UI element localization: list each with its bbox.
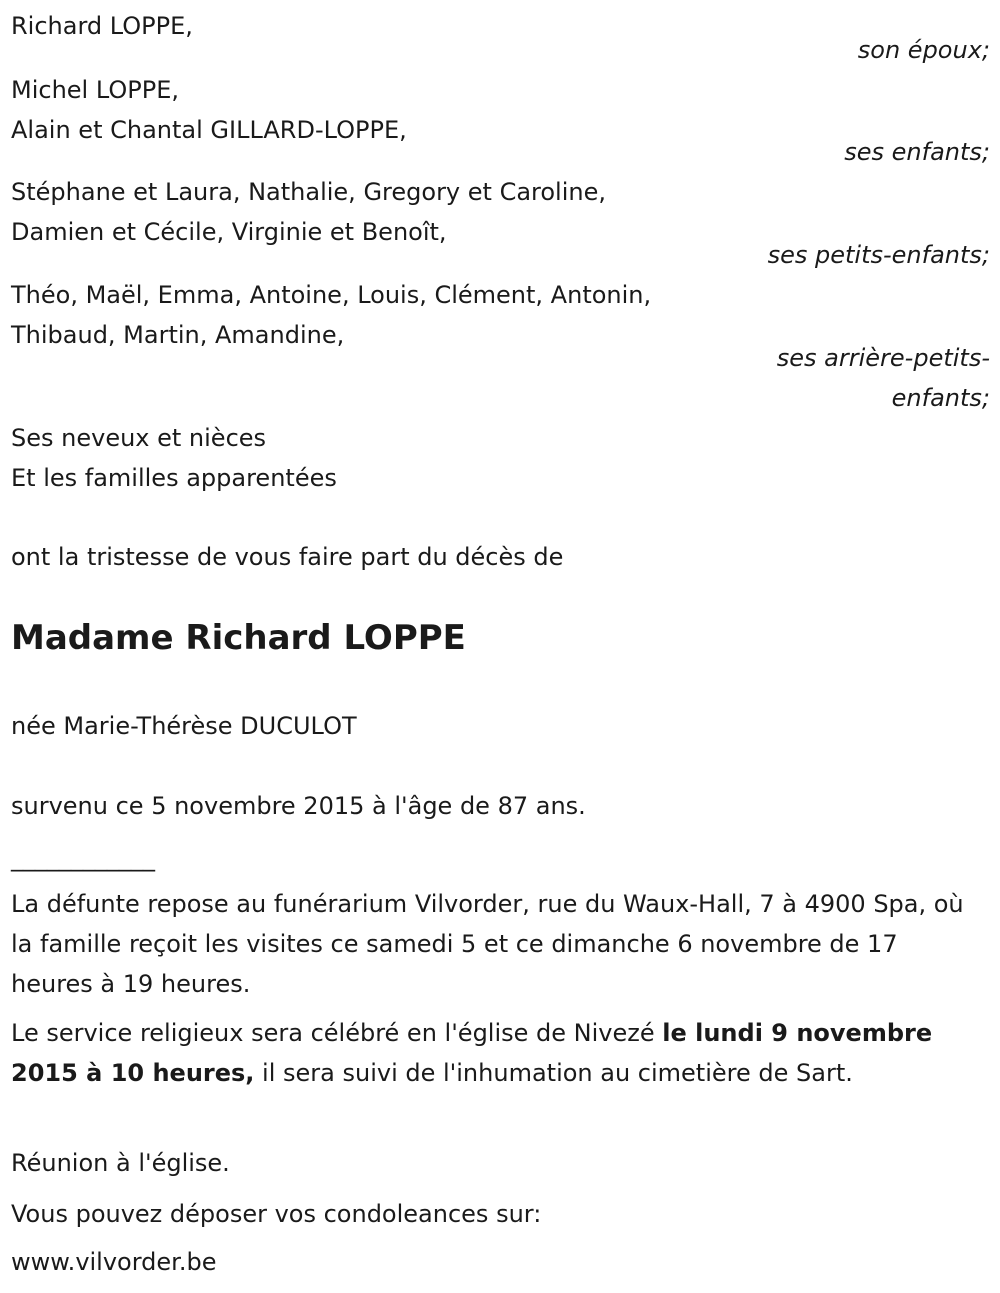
other-relatives-block [11, 418, 990, 498]
children-role: ses enfants; [844, 138, 990, 166]
separator-block [11, 838, 990, 878]
great-grandchild-line: Thibaud, Martin, Amandine, [11, 321, 345, 349]
reunion-block [11, 1143, 990, 1183]
great-grandchildren-role-block [11, 338, 990, 418]
announcement-intro: ont la tristesse de vous faire part du décès de [11, 543, 564, 571]
spouse-role-block [11, 30, 990, 70]
nephews-nieces: Ses neveux et nièces [11, 424, 267, 452]
service-date-time: le lundi 9 novembre 2015 à 10 heures, [11, 1019, 933, 1087]
related-families: Et les familles apparentées [11, 464, 337, 492]
death-info-block [11, 786, 990, 826]
website-link[interactable]: www.vilvorder.be [11, 1248, 217, 1276]
repose-paragraph: La défunte repose au funérarium Vilvorder, rue du Waux-Hall, 7 à 4900 Spa, où la famille reçoit les visites ce samedi 5 et ce dimanche 6 novembre de 17 heures à 19 heures. [11, 890, 964, 998]
great-grandchildren-role-line-1: ses arrière-petits- [776, 344, 990, 372]
service-block [11, 1013, 990, 1093]
grandchildren-role-block [11, 235, 990, 275]
spouse-role: son époux; [857, 36, 990, 64]
intro-block [11, 537, 990, 577]
reunion-text: Réunion à l'église. [11, 1149, 230, 1177]
grandchild-line: Damien et Cécile, Virginie et Benoît, [11, 218, 447, 246]
maiden-name: née Marie-Thérèse DUCULOT [11, 712, 357, 740]
condolences-text: Vous pouvez déposer vos condoleances sur: [11, 1200, 542, 1228]
condolences-block [11, 1194, 990, 1234]
great-grandchildren-role-line-2: enfants; [891, 384, 990, 412]
great-grandchild-line: Théo, Maël, Emma, Antoine, Louis, Clément, Antonin, [11, 281, 652, 309]
grandchildren-role: ses petits-enfants; [767, 241, 990, 269]
death-info: survenu ce 5 novembre 2015 à l'âge de 87 ans. [11, 792, 586, 820]
separator: ____________ [11, 844, 155, 872]
deceased-name: Madame Richard LOPPE [11, 618, 466, 658]
children-role-block [11, 132, 990, 172]
spouse-name: Richard LOPPE, [11, 12, 193, 40]
deceased-block [11, 613, 990, 658]
child-line: Michel LOPPE, [11, 76, 179, 104]
child-line: Alain et Chantal GILLARD-LOPPE, [11, 116, 407, 144]
service-text-end: il sera suivi de l'inhumation au cimetière de Sart. [254, 1059, 853, 1087]
repose-block [11, 884, 970, 1004]
grandchild-line: Stéphane et Laura, Nathalie, Gregory et Caroline, [11, 178, 606, 206]
service-text-start: Le service religieux sera célébré en l'église de Nivezé [11, 1019, 663, 1047]
service-paragraph [11, 1013, 990, 1093]
website-block [11, 1242, 990, 1282]
maiden-name-block [11, 706, 990, 746]
